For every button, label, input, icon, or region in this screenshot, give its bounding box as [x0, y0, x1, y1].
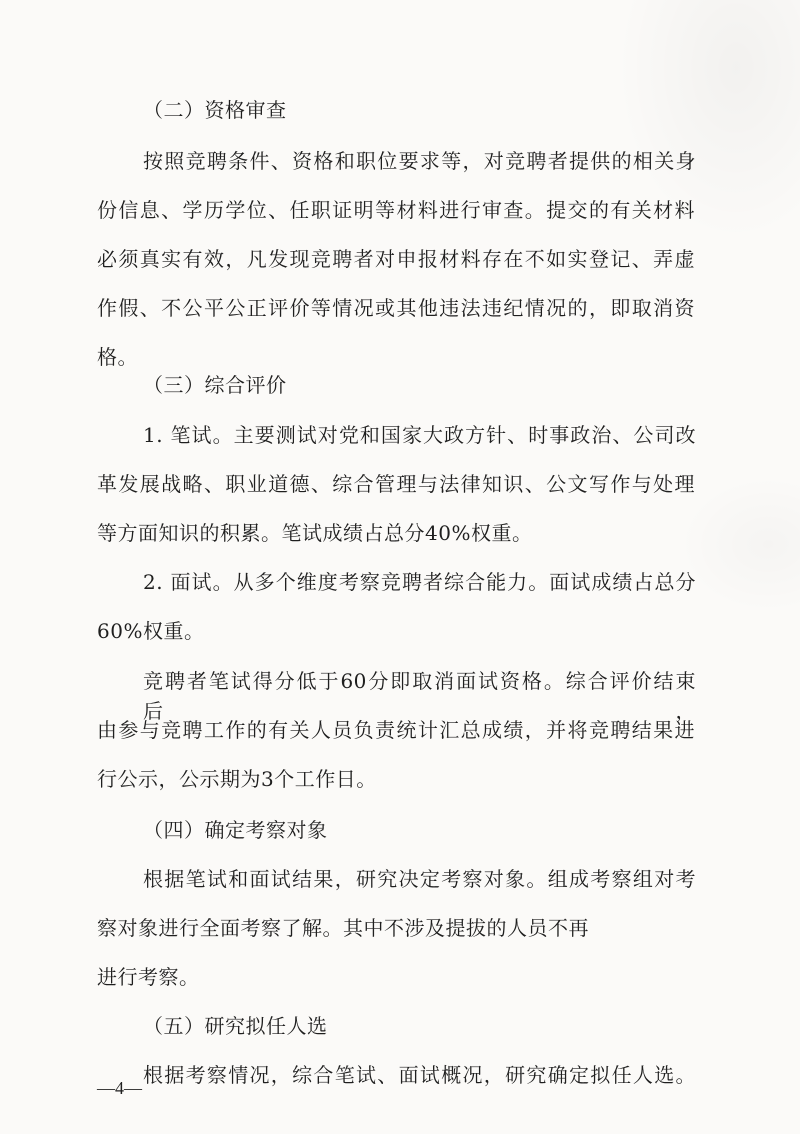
paragraph-line: 60%权重。 [97, 619, 205, 643]
paragraph-line: 格。 [97, 345, 138, 369]
paragraph-line: 根据笔试和面试结果，研究决定考察对象。组成考察组对考 [143, 867, 696, 891]
paragraph-line: 等方面知识的积累。笔试成绩占总分40%权重。 [97, 521, 533, 545]
section-heading: （二）资格审查 [143, 98, 287, 122]
paragraph-line: 份信息、学历学位、任职证明等材料进行审查。提交的有关材料 [97, 198, 695, 222]
paragraph-line: 竞聘者笔试得分低于60分即取消面试资格。综合评价结束后， [143, 669, 696, 723]
page-number: —4— [97, 1078, 142, 1098]
paragraph-line: 由参与竞聘工作的有关人员负责统计汇总成绩，并将竞聘结果进 [97, 718, 695, 742]
section-heading: （三）综合评价 [143, 373, 287, 397]
section-heading: （五）研究拟任人选 [143, 1014, 328, 1038]
paragraph-line: 1. 笔试。主要测试对党和国家大政方针、时事政治、公司改 [143, 423, 696, 447]
paragraph-line: 2. 面试。从多个维度考察竞聘者综合能力。面试成绩占总分 [143, 570, 696, 594]
paragraph-line: 察对象进行全面考察了解。其中不涉及提拔的人员不再 [97, 916, 589, 940]
paragraph-line: 根据考察情况，综合笔试、面试概况，研究确定拟任人选。 [143, 1063, 696, 1087]
paragraph-line: 作假、不公平公正评价等情况或其他违法违纪情况的，即取消资 [97, 296, 695, 320]
paragraph-line: 行公示，公示期为3个工作日。 [97, 767, 377, 791]
section-heading: （四）确定考察对象 [143, 818, 328, 842]
paragraph-line: 必须真实有效，凡发现竞聘者对申报材料存在不如实登记、弄虚 [97, 247, 695, 271]
paragraph-line: 按照竞聘条件、资格和职位要求等，对竞聘者提供的相关身 [143, 149, 696, 173]
paragraph-line: 革发展战略、职业道德、综合管理与法律知识、公文写作与处理 [97, 472, 695, 496]
paragraph-line: 进行考察。 [97, 965, 200, 989]
